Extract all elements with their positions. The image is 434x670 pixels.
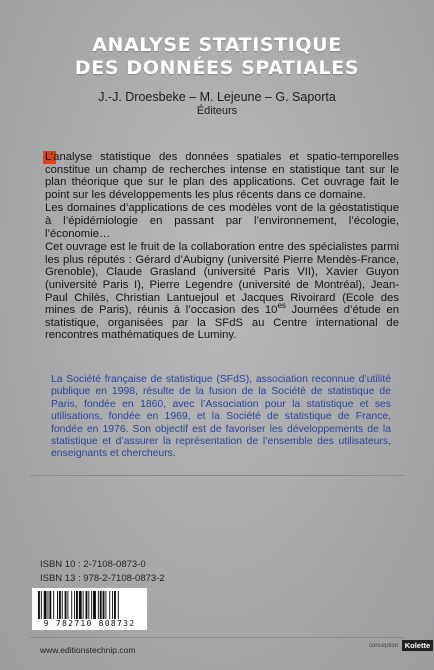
- paragraph-contributors: [45, 241, 399, 342]
- contributors-text: Cet ouvrage est le fruit de la collaboration entre des spécialistes parmi les plus réputés : Gérard d’Aubigny (université Pierre Mendès-France, Grenoble), Claude Grasland (université Paris VII), Xavier Guyon (université Paris I), Pierre Legendre (université de Montréal), Jean-Paul Chilès, Christian Lantuejoul et Jacques Rivoirard (Ecole des mines de Paris), réunis à l’occasion des 10: [45, 241, 399, 317]
- design-credit-prefix: conception: [369, 643, 399, 650]
- barcode: [32, 588, 147, 630]
- barcode-bar: [74, 591, 75, 619]
- editors-label: Éditeurs: [196, 105, 238, 117]
- barcode-bars: [38, 591, 141, 619]
- sfds-description: La Société française de statistique (SFdS), association reconnue d’utilité publique en 1998, résulte de la fusion de la Société de statistique de Paris, fondée en 1860, avec l’Association pour la statistique et ses utilisations, fondée en 1969, et la Société de statistique de France, fondée en 1976. Son objectif est de favoriser les développements de la statistique et d’assurer la représentation de l’ensemble des utilisateurs, enseignants et chercheurs.: [51, 374, 391, 460]
- book-title-line-1: ANALYSE STATISTIQUE: [92, 34, 342, 56]
- barcode-bar: [91, 591, 92, 619]
- barcode-bar: [98, 591, 99, 619]
- paragraph-applications: Les domaines d’applications de ces modèles vont de la géostatistique à l’épidémiologie en passant par l’environnement, l’écologie, l’économie…: [45, 202, 399, 240]
- barcode-bar: [44, 591, 47, 619]
- barcode-bar: [112, 591, 113, 619]
- barcode-bar: [59, 591, 61, 619]
- barcode-bar: [105, 591, 106, 619]
- divider-bottom: [30, 637, 404, 638]
- barcode-bar: [49, 591, 51, 619]
- barcode-bar: [76, 591, 78, 619]
- barcode-bar: [53, 591, 54, 619]
- barcode-bar: [65, 591, 67, 619]
- barcode-bar: [109, 591, 110, 619]
- barcode-bar: [100, 591, 102, 619]
- barcode-bar: [62, 591, 63, 619]
- barcode-number: 9 782710 808732: [43, 619, 136, 628]
- publisher-website-link[interactable]: www.editionstechnip.com: [40, 645, 136, 655]
- barcode-bar: [38, 591, 40, 619]
- barcode-bar: [118, 591, 119, 619]
- barcode-bar: [71, 591, 72, 619]
- barcode-bar: [103, 591, 105, 619]
- barcode-bar: [93, 591, 96, 619]
- barcode-bar: [86, 591, 88, 619]
- barcode-bar: [41, 591, 42, 619]
- barcode-bar: [48, 591, 49, 619]
- book-title-line-2: DES DONNÉES SPATIALES: [74, 57, 360, 79]
- paragraph-intro: L’analyse statistique des données spatiales et spatio-temporelles constitue un champ de recherches intense en statistique tant sur le plan théorique que sur le plan des applications. Cet ouvrage fait le point sur les développements les plus récents dans ce domaine.: [45, 151, 399, 201]
- design-credit: [369, 640, 433, 651]
- ordinal-superscript: es: [277, 301, 286, 311]
- isbn-10: ISBN 10 : 2-7108-0873-0: [40, 559, 146, 570]
- barcode-bar: [67, 591, 68, 619]
- barcode-bar: [88, 591, 89, 619]
- isbn-13: ISBN 13 : 978-2-7108-0873-2: [40, 573, 165, 584]
- barcode-bar: [79, 591, 82, 619]
- description-text: [45, 151, 399, 343]
- contributors-text-end: Journées d’étude en statistique, organisées par la SFdS au Centre international de rencontres mathématiques de Luminy.: [45, 304, 399, 342]
- barcode-bar: [114, 591, 116, 619]
- kolette-logo: Kolette: [402, 640, 433, 651]
- barcode-bar: [57, 591, 58, 619]
- authors: J.-J. Droesbeke – M. Lejeune – G. Saporta: [98, 90, 336, 104]
- divider-top: [30, 475, 404, 476]
- barcode-bar: [83, 591, 84, 619]
